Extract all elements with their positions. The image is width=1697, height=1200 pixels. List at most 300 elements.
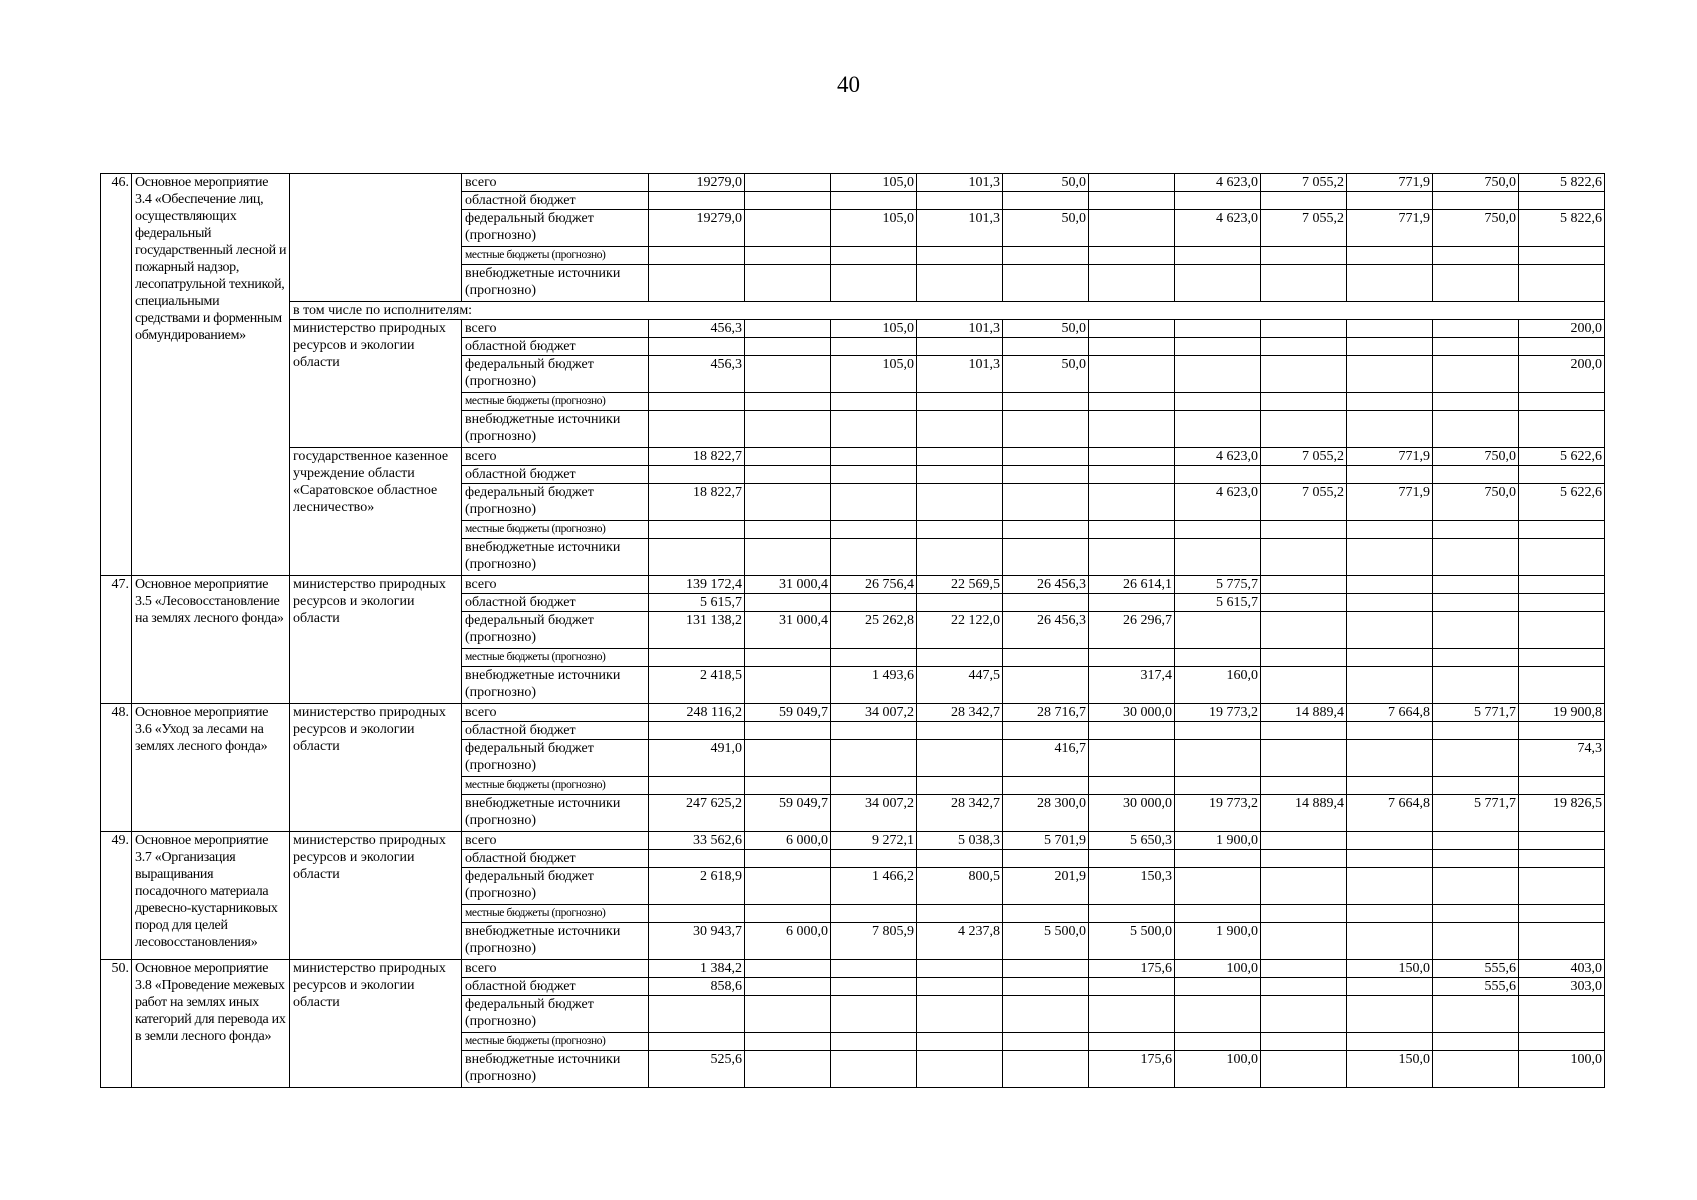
value-cell: 5 775,7 (1175, 576, 1261, 594)
value-cell (1261, 192, 1347, 210)
table-row (101, 448, 1605, 466)
value-cell (831, 247, 917, 265)
value-cell (1089, 978, 1175, 996)
value-cell: 26 456,3 (1003, 612, 1089, 649)
value-cell (831, 594, 917, 612)
value-cell (1433, 521, 1519, 539)
value-cell (1003, 448, 1089, 466)
value-cell (1433, 740, 1519, 777)
value-cell (917, 265, 1003, 302)
value-cell (745, 356, 831, 393)
value-cell: 19279,0 (649, 174, 745, 192)
value-cell (1089, 594, 1175, 612)
value-cell (831, 393, 917, 411)
value-cell: 303,0 (1519, 978, 1605, 996)
value-cell: 447,5 (917, 667, 1003, 704)
value-cell (1433, 850, 1519, 868)
value-cell (917, 466, 1003, 484)
value-cell (1003, 247, 1089, 265)
source-label: всего (462, 704, 649, 722)
value-cell: 4 623,0 (1175, 210, 1261, 247)
value-cell (1433, 905, 1519, 923)
value-cell (1519, 521, 1605, 539)
value-cell (1089, 996, 1175, 1033)
row-index: 46. (101, 174, 132, 576)
source-label: внебюджетные источники (прогнозно) (462, 539, 649, 576)
value-cell (1347, 923, 1433, 960)
value-cell (1175, 192, 1261, 210)
value-cell (1089, 740, 1175, 777)
value-cell (649, 996, 745, 1033)
value-cell (1519, 576, 1605, 594)
source-label: местные бюджеты (прогнозно) (462, 1033, 649, 1051)
value-cell: 150,3 (1089, 868, 1175, 905)
value-cell (649, 521, 745, 539)
value-cell (1347, 338, 1433, 356)
value-cell: 1 900,0 (1175, 832, 1261, 850)
value-cell (1261, 960, 1347, 978)
value-cell: 34 007,2 (831, 795, 917, 832)
value-cell: 5 822,6 (1519, 174, 1605, 192)
row-index: 49. (101, 832, 132, 960)
value-cell (745, 539, 831, 576)
value-cell (1433, 594, 1519, 612)
value-cell (1175, 320, 1261, 338)
value-cell: 750,0 (1433, 210, 1519, 247)
value-cell (831, 521, 917, 539)
executor-name: министерство природных ресурсов и экологии области (290, 960, 462, 1088)
value-cell: 26 456,3 (1003, 576, 1089, 594)
value-cell (917, 1051, 1003, 1088)
value-cell: 4 623,0 (1175, 174, 1261, 192)
value-cell (1003, 539, 1089, 576)
value-cell (917, 905, 1003, 923)
value-cell (917, 740, 1003, 777)
value-cell: 22 569,5 (917, 576, 1003, 594)
value-cell (1261, 722, 1347, 740)
executor-name: министерство природных ресурсов и экологии области (290, 832, 462, 960)
value-cell (1175, 996, 1261, 1033)
value-cell: 28 342,7 (917, 704, 1003, 722)
value-cell (649, 539, 745, 576)
value-cell (1519, 649, 1605, 667)
value-cell: 30 000,0 (1089, 704, 1175, 722)
value-cell (1519, 905, 1605, 923)
value-cell (1261, 356, 1347, 393)
measure-name: Основное мероприятие 3.4 «Обеспечение лиц, осуществляющих федеральный государственный лесной и пожарный надзор, лесопатрульной техникой, специальными средствами и форменным обмундированием» (132, 174, 290, 576)
value-cell (1089, 338, 1175, 356)
value-cell: 50,0 (1003, 320, 1089, 338)
executor-name: государственное казенное учреждение области «Саратовское областное лесничество» (290, 448, 462, 576)
value-cell: 101,3 (917, 356, 1003, 393)
value-cell (1347, 320, 1433, 338)
value-cell (649, 722, 745, 740)
value-cell (1261, 996, 1347, 1033)
value-cell (745, 484, 831, 521)
value-cell (1519, 411, 1605, 448)
value-cell (1261, 905, 1347, 923)
value-cell: 18 822,7 (649, 484, 745, 521)
value-cell (1175, 905, 1261, 923)
value-cell (1347, 576, 1433, 594)
value-cell (1175, 722, 1261, 740)
value-cell (649, 466, 745, 484)
value-cell: 7 055,2 (1261, 174, 1347, 192)
value-cell: 7 664,8 (1347, 704, 1433, 722)
source-label: областной бюджет (462, 192, 649, 210)
value-cell: 28 342,7 (917, 795, 1003, 832)
value-cell (1519, 612, 1605, 649)
value-cell: 19 826,5 (1519, 795, 1605, 832)
value-cell: 28 716,7 (1003, 704, 1089, 722)
value-cell: 403,0 (1519, 960, 1605, 978)
value-cell (1347, 649, 1433, 667)
value-cell: 105,0 (831, 174, 917, 192)
value-cell (1261, 923, 1347, 960)
value-cell (1175, 356, 1261, 393)
value-cell (1003, 905, 1089, 923)
page-number: 40 (837, 72, 860, 97)
value-cell (1003, 594, 1089, 612)
value-cell: 22 122,0 (917, 612, 1003, 649)
value-cell: 28 300,0 (1003, 795, 1089, 832)
value-cell (1003, 1051, 1089, 1088)
value-cell: 30 000,0 (1089, 795, 1175, 832)
value-cell (1347, 539, 1433, 576)
value-cell (1003, 466, 1089, 484)
value-cell: 33 562,6 (649, 832, 745, 850)
executor-name: министерство природных ресурсов и экологии области (290, 576, 462, 704)
executors-subheader: в том числе по исполнителям: (290, 302, 1605, 320)
value-cell (649, 649, 745, 667)
executor-name: министерство природных ресурсов и экологии области (290, 704, 462, 832)
value-cell (1519, 393, 1605, 411)
value-cell (649, 192, 745, 210)
value-cell (649, 777, 745, 795)
value-cell (1261, 594, 1347, 612)
value-cell (917, 722, 1003, 740)
value-cell: 750,0 (1433, 174, 1519, 192)
value-cell: 247 625,2 (649, 795, 745, 832)
value-cell (1433, 649, 1519, 667)
value-cell: 19279,0 (649, 210, 745, 247)
source-label: федеральный бюджет (прогнозно) (462, 210, 649, 247)
value-cell (831, 265, 917, 302)
value-cell (745, 996, 831, 1033)
value-cell (1261, 393, 1347, 411)
value-cell (745, 722, 831, 740)
value-cell: 5 500,0 (1003, 923, 1089, 960)
value-cell (1433, 722, 1519, 740)
value-cell (1003, 265, 1089, 302)
value-cell (831, 996, 917, 1033)
value-cell: 50,0 (1003, 356, 1089, 393)
value-cell (1347, 850, 1433, 868)
value-cell (1261, 247, 1347, 265)
value-cell (1261, 521, 1347, 539)
source-label: федеральный бюджет (прогнозно) (462, 868, 649, 905)
table-row (101, 704, 1605, 722)
value-cell: 26 296,7 (1089, 612, 1175, 649)
value-cell (1003, 722, 1089, 740)
value-cell: 105,0 (831, 320, 917, 338)
value-cell (1175, 411, 1261, 448)
value-cell (1347, 832, 1433, 850)
value-cell (745, 868, 831, 905)
value-cell (1175, 649, 1261, 667)
value-cell (1175, 978, 1261, 996)
value-cell: 6 000,0 (745, 832, 831, 850)
value-cell (1089, 356, 1175, 393)
value-cell (1003, 777, 1089, 795)
value-cell (1261, 576, 1347, 594)
value-cell (1347, 247, 1433, 265)
value-cell (745, 850, 831, 868)
value-cell (1089, 265, 1175, 302)
measure-name: Основное мероприятие 3.7 «Организация выращивания посадочного материала древесно-кустарниковых пород для целей лесовосстановления» (132, 832, 290, 960)
value-cell (917, 594, 1003, 612)
value-cell (831, 411, 917, 448)
value-cell (917, 539, 1003, 576)
value-cell (1433, 192, 1519, 210)
value-cell (1089, 192, 1175, 210)
value-cell (1261, 649, 1347, 667)
value-cell (831, 1051, 917, 1088)
value-cell: 59 049,7 (745, 795, 831, 832)
value-cell (1347, 905, 1433, 923)
value-cell (1003, 338, 1089, 356)
source-label: областной бюджет (462, 594, 649, 612)
value-cell: 7 055,2 (1261, 448, 1347, 466)
value-cell (831, 466, 917, 484)
value-cell: 1 493,6 (831, 667, 917, 704)
value-cell (831, 905, 917, 923)
value-cell (1261, 1033, 1347, 1051)
value-cell (1519, 594, 1605, 612)
value-cell: 7 805,9 (831, 923, 917, 960)
value-cell (745, 1051, 831, 1088)
value-cell: 456,3 (649, 320, 745, 338)
value-cell: 7 664,8 (1347, 795, 1433, 832)
value-cell (1089, 850, 1175, 868)
value-cell (1089, 1033, 1175, 1051)
value-cell (1003, 521, 1089, 539)
value-cell (1089, 411, 1175, 448)
value-cell: 750,0 (1433, 448, 1519, 466)
value-cell (1089, 649, 1175, 667)
value-cell (1003, 996, 1089, 1033)
value-cell (1261, 539, 1347, 576)
value-cell (1347, 594, 1433, 612)
value-cell (745, 960, 831, 978)
value-cell: 5 771,7 (1433, 704, 1519, 722)
table-row (101, 832, 1605, 850)
value-cell (1347, 356, 1433, 393)
value-cell: 750,0 (1433, 484, 1519, 521)
value-cell (1347, 411, 1433, 448)
value-cell (745, 521, 831, 539)
value-cell (1003, 1033, 1089, 1051)
value-cell (1347, 521, 1433, 539)
value-cell (745, 265, 831, 302)
value-cell: 160,0 (1175, 667, 1261, 704)
value-cell (917, 448, 1003, 466)
value-cell (745, 740, 831, 777)
value-cell (917, 411, 1003, 448)
measure-name: Основное мероприятие 3.8 «Проведение межевых работ на землях иных категорий для перевода их в земли лесного фонда» (132, 960, 290, 1088)
value-cell (1519, 667, 1605, 704)
value-cell (745, 777, 831, 795)
value-cell: 4 237,8 (917, 923, 1003, 960)
source-label: областной бюджет (462, 466, 649, 484)
value-cell: 771,9 (1347, 210, 1433, 247)
source-label: местные бюджеты (прогнозно) (462, 649, 649, 667)
value-cell (745, 905, 831, 923)
value-cell: 200,0 (1519, 356, 1605, 393)
value-cell: 771,9 (1347, 448, 1433, 466)
value-cell (831, 1033, 917, 1051)
value-cell: 31 000,4 (745, 576, 831, 594)
value-cell (1175, 868, 1261, 905)
value-cell (1347, 612, 1433, 649)
value-cell (1433, 667, 1519, 704)
value-cell: 139 172,4 (649, 576, 745, 594)
source-label: местные бюджеты (прогнозно) (462, 905, 649, 923)
value-cell (1003, 192, 1089, 210)
value-cell: 6 000,0 (745, 923, 831, 960)
value-cell (1175, 539, 1261, 576)
value-cell (917, 338, 1003, 356)
value-cell (745, 411, 831, 448)
value-cell (1433, 832, 1519, 850)
table-row (101, 960, 1605, 978)
row-index: 47. (101, 576, 132, 704)
value-cell (745, 174, 831, 192)
value-cell (831, 649, 917, 667)
value-cell (1089, 484, 1175, 521)
value-cell (1519, 265, 1605, 302)
value-cell (1433, 923, 1519, 960)
value-cell: 105,0 (831, 210, 917, 247)
row-index: 48. (101, 704, 132, 832)
value-cell (745, 192, 831, 210)
value-cell (1347, 1033, 1433, 1051)
value-cell: 5 822,6 (1519, 210, 1605, 247)
value-cell (1003, 411, 1089, 448)
value-cell (1261, 1051, 1347, 1088)
value-cell (1519, 192, 1605, 210)
source-label: всего (462, 832, 649, 850)
value-cell (1433, 247, 1519, 265)
table-row (101, 174, 1605, 192)
value-cell (1175, 740, 1261, 777)
value-cell (1175, 393, 1261, 411)
value-cell (1261, 466, 1347, 484)
value-cell: 5 615,7 (1175, 594, 1261, 612)
value-cell: 5 500,0 (1089, 923, 1175, 960)
source-label: местные бюджеты (прогнозно) (462, 393, 649, 411)
value-cell (917, 850, 1003, 868)
value-cell (1089, 448, 1175, 466)
value-cell: 771,9 (1347, 174, 1433, 192)
value-cell (1433, 338, 1519, 356)
value-cell: 5 622,6 (1519, 448, 1605, 466)
table-row (101, 320, 1605, 338)
value-cell (831, 777, 917, 795)
value-cell (1261, 338, 1347, 356)
value-cell: 5 622,6 (1519, 484, 1605, 521)
source-label: федеральный бюджет (прогнозно) (462, 484, 649, 521)
value-cell (917, 978, 1003, 996)
source-label: областной бюджет (462, 978, 649, 996)
value-cell: 59 049,7 (745, 704, 831, 722)
value-cell (745, 978, 831, 996)
budget-table (100, 173, 1605, 1088)
value-cell: 31 000,4 (745, 612, 831, 649)
value-cell (1261, 978, 1347, 996)
value-cell (1175, 521, 1261, 539)
source-label: всего (462, 448, 649, 466)
source-label: федеральный бюджет (прогнозно) (462, 740, 649, 777)
value-cell: 525,6 (649, 1051, 745, 1088)
value-cell (1261, 667, 1347, 704)
value-cell: 5 038,3 (917, 832, 1003, 850)
value-cell (1089, 466, 1175, 484)
source-label: внебюджетные источники (прогнозно) (462, 667, 649, 704)
value-cell (649, 905, 745, 923)
source-label: местные бюджеты (прогнозно) (462, 247, 649, 265)
source-label: всего (462, 576, 649, 594)
row-index: 50. (101, 960, 132, 1088)
subheader-row (101, 302, 1605, 320)
source-label: всего (462, 174, 649, 192)
value-cell: 7 055,2 (1261, 484, 1347, 521)
value-cell: 14 889,4 (1261, 704, 1347, 722)
value-cell (831, 192, 917, 210)
value-cell (831, 978, 917, 996)
value-cell (1089, 521, 1175, 539)
value-cell (1261, 320, 1347, 338)
value-cell: 7 055,2 (1261, 210, 1347, 247)
source-label: федеральный бюджет (прогнозно) (462, 996, 649, 1033)
value-cell (831, 484, 917, 521)
value-cell (745, 210, 831, 247)
value-cell: 101,3 (917, 174, 1003, 192)
value-cell (1433, 466, 1519, 484)
value-cell (1347, 393, 1433, 411)
value-cell (1519, 777, 1605, 795)
value-cell: 105,0 (831, 356, 917, 393)
value-cell: 19 773,2 (1175, 704, 1261, 722)
value-cell (1175, 777, 1261, 795)
value-cell (1347, 740, 1433, 777)
value-cell (1003, 978, 1089, 996)
value-cell (1433, 356, 1519, 393)
value-cell: 19 773,2 (1175, 795, 1261, 832)
value-cell (1175, 338, 1261, 356)
value-cell (1003, 850, 1089, 868)
value-cell: 771,9 (1347, 484, 1433, 521)
value-cell (1519, 868, 1605, 905)
value-cell (1347, 978, 1433, 996)
value-cell (1347, 722, 1433, 740)
value-cell (1433, 996, 1519, 1033)
table-row (101, 576, 1605, 594)
value-cell (1519, 923, 1605, 960)
value-cell (1089, 905, 1175, 923)
value-cell (649, 338, 745, 356)
value-cell (917, 521, 1003, 539)
